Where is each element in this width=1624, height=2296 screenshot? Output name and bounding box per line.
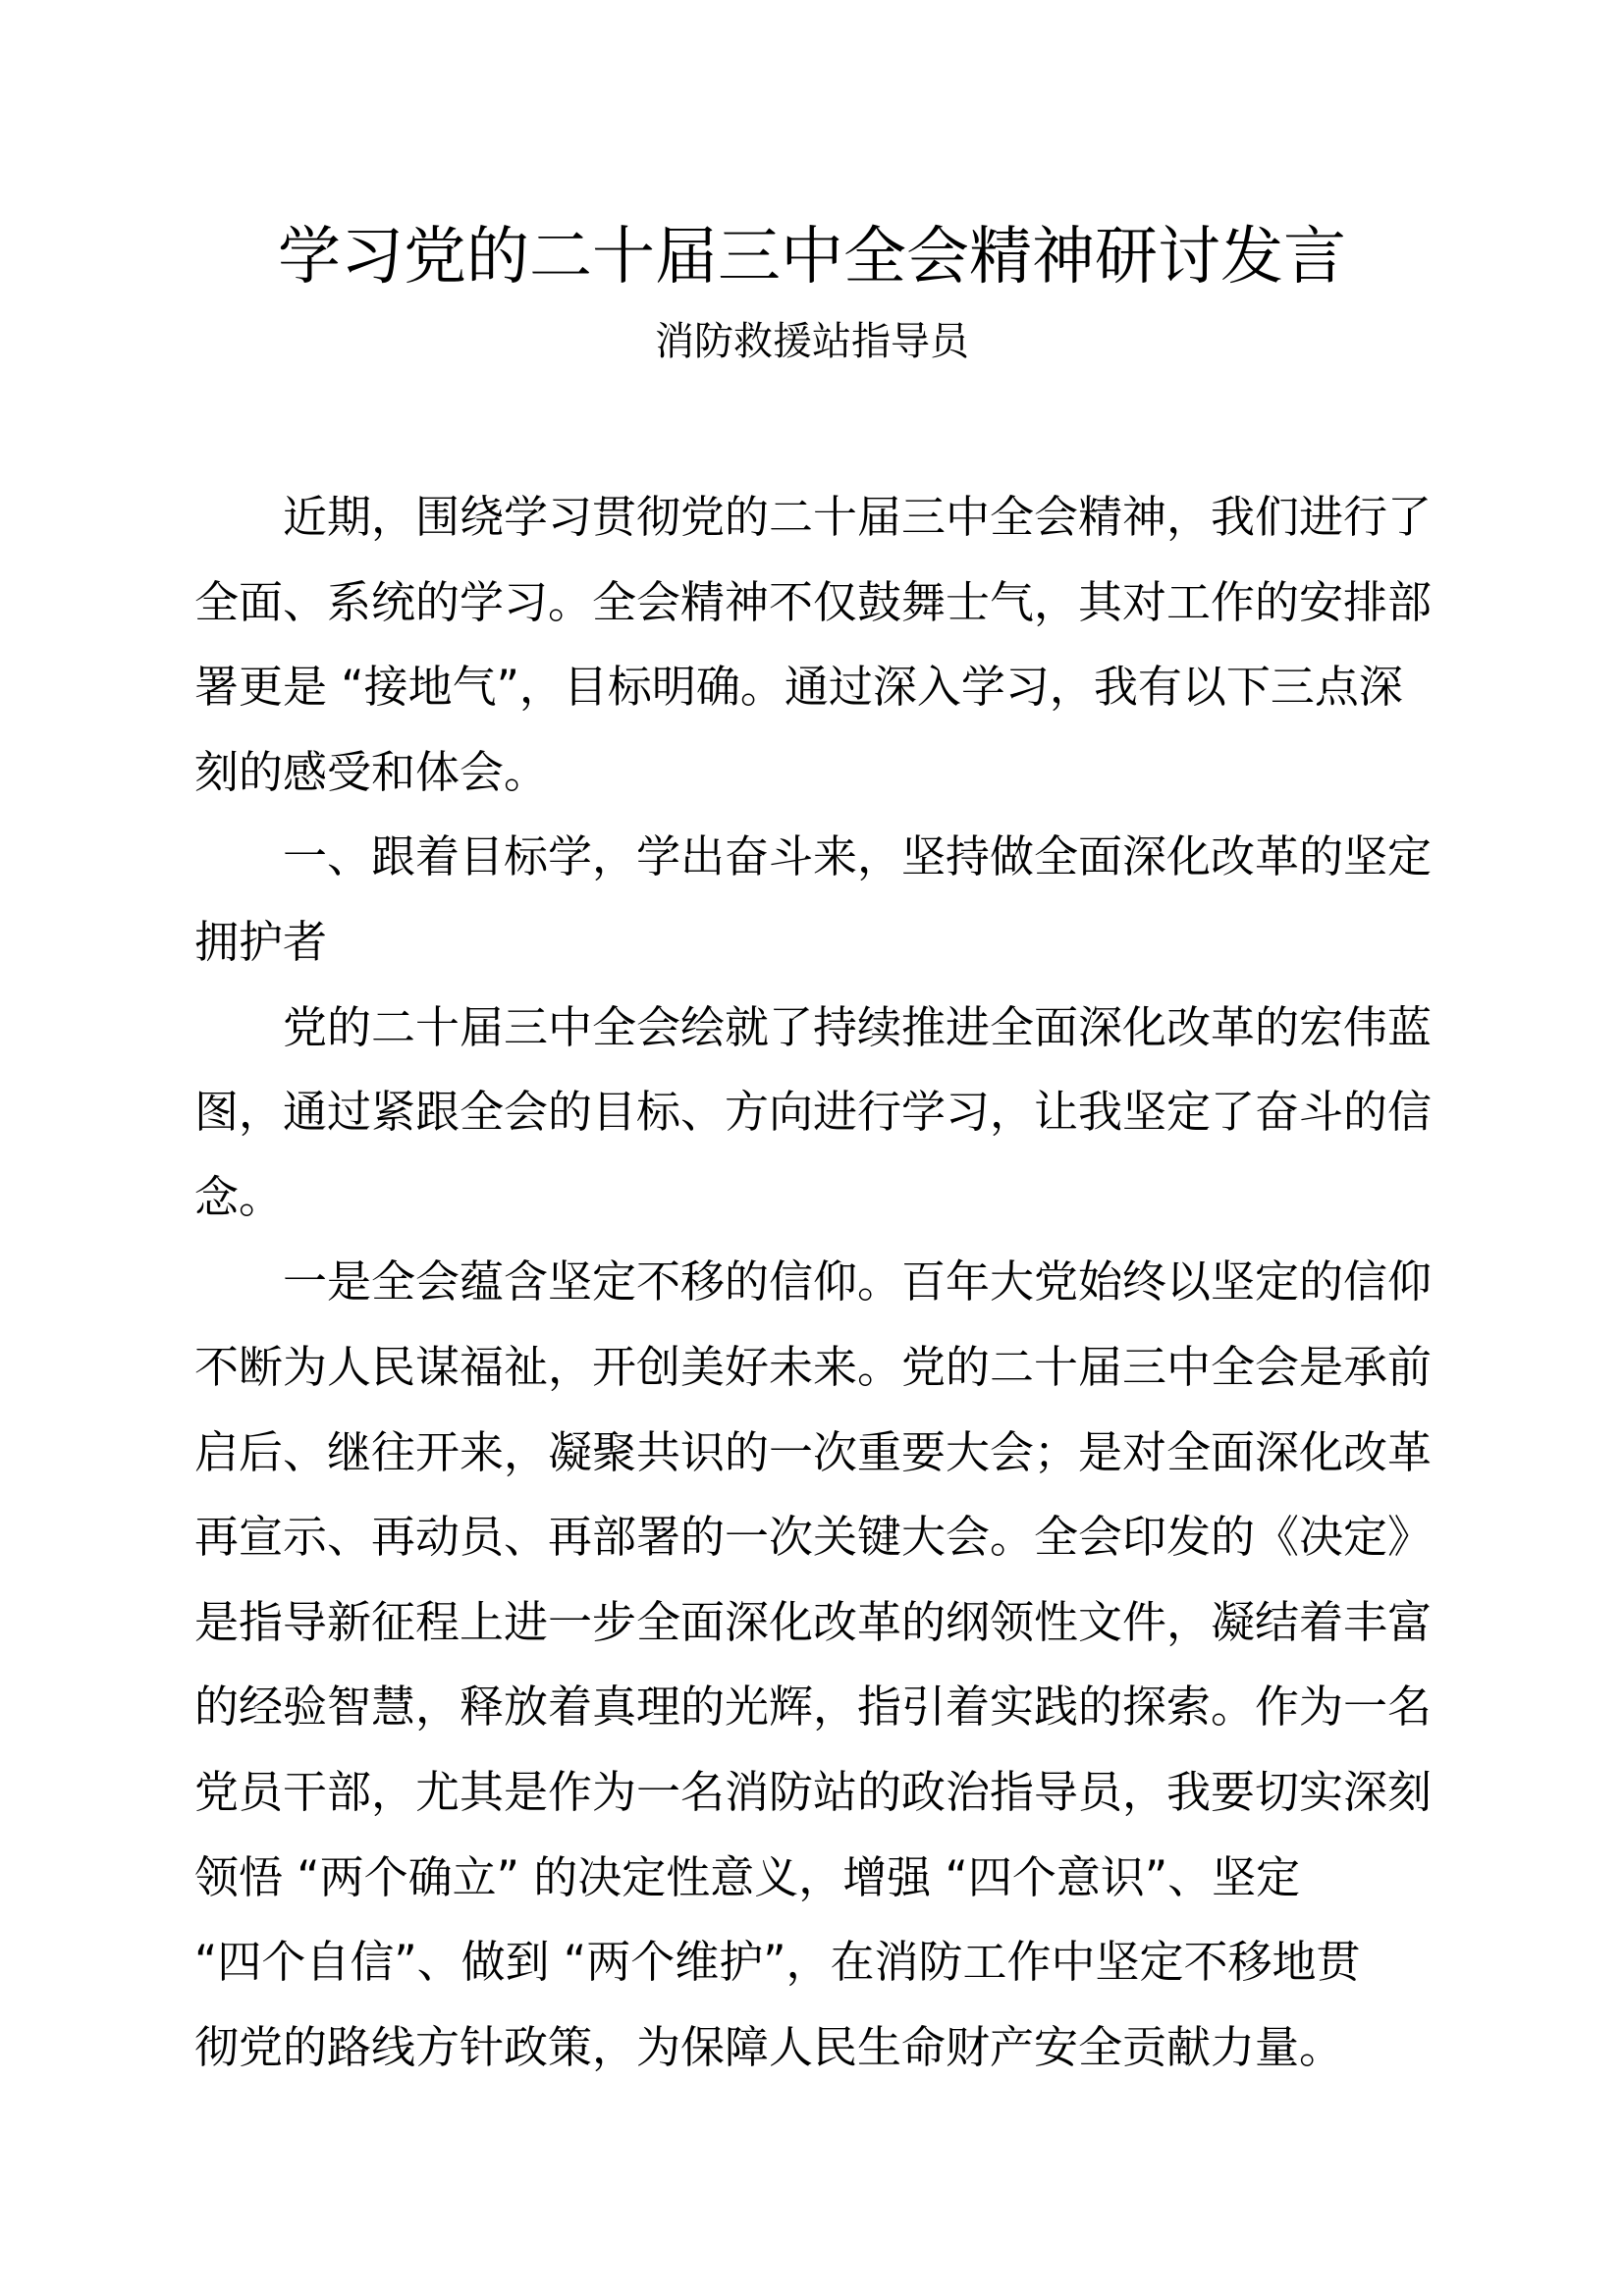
document-title: 学习党的二十届三中全会精神研讨发言 [278,221,1346,294]
body-line: 刻的感受和体会。 [194,745,549,798]
body-line: 再宣示、再动员、再部署的一次关键大会。全会印发的《决定》 [194,1511,1433,1564]
body-line: 全面、系统的学习。全会精神不仅鼓舞士气，其对工作的安排部 [194,575,1433,628]
body-line: 图，通过紧跟全会的目标、方向进行学习，让我坚定了奋斗的信 [194,1086,1433,1139]
body-line: 党员干部，尤其是作为一名消防站的政治指导员，我要切实深刻 [194,1765,1433,1818]
body-line: “四个自信”、做到 “两个维护”，在消防工作中坚定不移地贯 [194,1936,1361,1989]
body-line: 领悟 “两个确立” 的决定性意义，增强 “四个意识”、坚定 [194,1850,1301,1903]
body-line: 启后、继往开来，凝聚共识的一次重要大会；是对全面深化改革 [194,1425,1433,1478]
body-line: 不断为人民谋福祉，开创美好未来。党的二十届三中全会是承前 [194,1340,1433,1393]
body-line: 党的二十届三中全会绘就了持续推进全面深化改革的宏伟蓝 [283,1000,1433,1053]
body-line: 一是全会蕴含坚定不移的信仰。百年大党始终以坚定的信仰 [283,1255,1433,1308]
body-line: 署更是 “接地气”，目标明确。通过深入学习，我有以下三点深 [194,661,1403,714]
section-heading-line: 拥护者 [194,915,328,968]
section-heading-line: 一、跟着目标学，学出奋斗来，坚持做全面深化改革的坚定 [283,830,1433,883]
body-line: 念。 [194,1170,284,1223]
document-subtitle: 消防救援站指导员 [655,319,969,364]
body-line: 彻党的路线方针政策，为保障人民生命财产安全贡献力量。 [194,2020,1344,2073]
body-line: 是指导新征程上进一步全面深化改革的纲领性文件，凝结着丰富 [194,1595,1433,1648]
body-line: 的经验智慧，释放着真理的光辉，指引着实践的探索。作为一名 [194,1681,1433,1734]
document-body [194,475,1434,2090]
body-line: 近期，围绕学习贯彻党的二十届三中全会精神，我们进行了 [283,491,1433,543]
